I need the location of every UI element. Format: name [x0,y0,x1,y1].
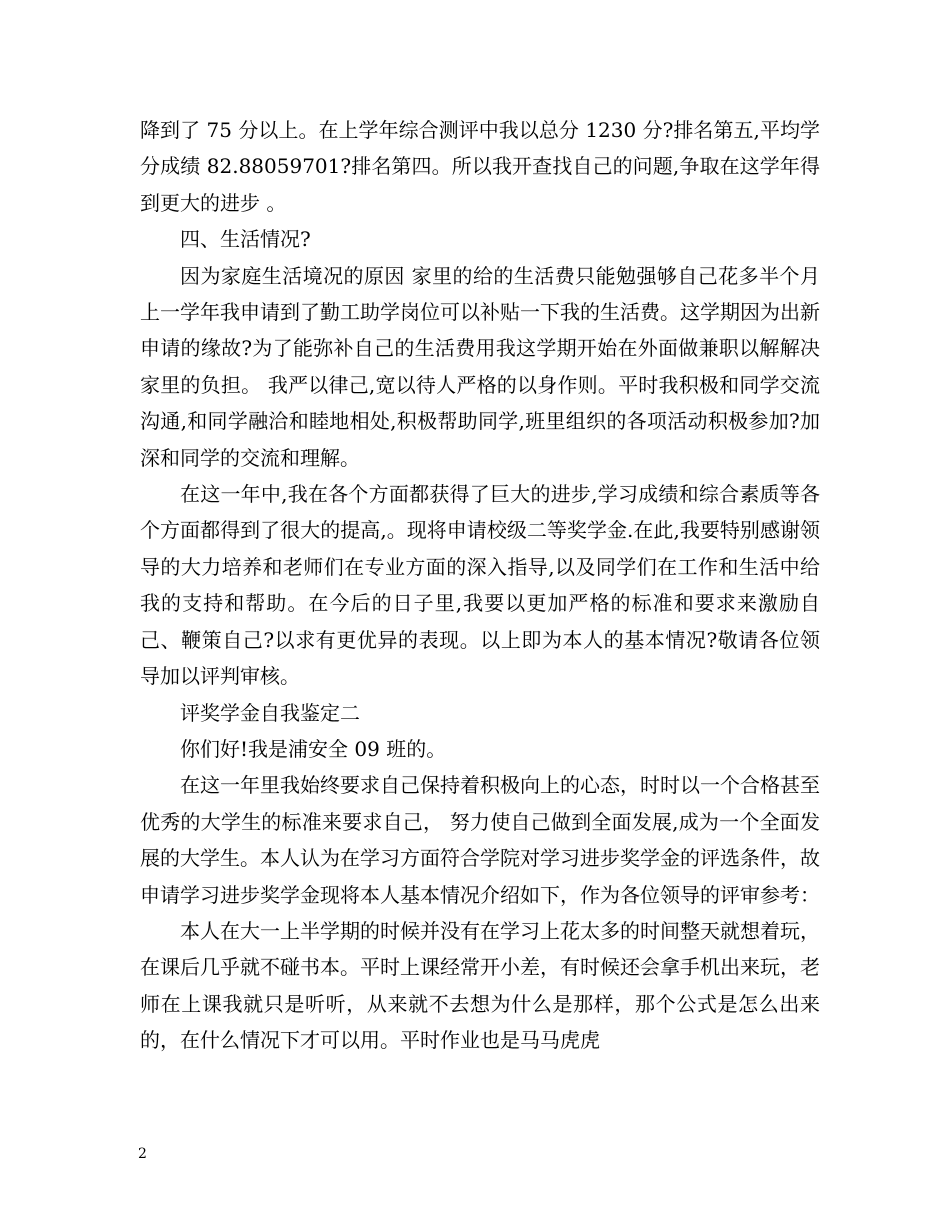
paragraph-5-title: 评奖学金自我鉴定二 [180,700,360,725]
page-number: 2 [138,1146,147,1162]
paragraph-3: 因为家庭生活境况的原因 家里的给的生活费只能勉强够自己花多半个月上一学年我申请到了勤工助学岗位可以补贴一下我的生活费。这学期因为出新申请的缘故?为了能弥补自己的生活费用我这学期开始在外面做兼职以解解决家里的负担。 我严以律己,宽以待人严格的以身作则。平时我积极和同学交流沟通,和同学融洽和睦地相处,积极帮助同学,班里组织的各项活动积极参加?加深和同学的交流和理解。 [140,263,820,470]
paragraph-2-heading: 四、生活情况? [180,227,311,252]
document-body [140,112,820,1059]
paragraph-1: 降到了 75 分以上。在上学年综合测评中我以总分 1230 分?排名第五,平均学分成绩 82.88059701?排名第四。所以我开查找自己的问题,争取在这学年得到更大的进步 。 [140,118,820,215]
paragraph-4: 在这一年中,我在各个方面都获得了巨大的进步,学习成绩和综合素质等各个方面都得到了很大的提高,。现将申请校级二等奖学金.在此,我要特别感谢领导的大力培养和老师们在专业方面的深入指导,以及同学们在工作和生活中给我的支持和帮助。在今后的日子里,我要以更加严格的标准和要求来激励自己、鞭策自己?以求有更优异的表现。以上即为本人的基本情况?敬请各位领导加以评判审核。 [140,482,820,689]
paragraph-7: 在这一年里我始终要求自己保持着积极向上的心态，时时以一个合格甚至优秀的大学生的标准来要求自己， 努力使自己做到全面发展,成为一个全面发展的大学生。本人认为在学习方面符合学院对学习进步奖学金的评选条件，故申请学习进步奖学金现将本人基本情况介绍如下，作为各位领导的评审参考： [140,773,820,907]
paragraph-6: 你们好!我是浦安全 09 班的。 [180,736,447,761]
paragraph-8: 本人在大一上半学期的时候并没有在学习上花太多的时间整天就想着玩，在课后几乎就不碰书本。平时上课经常开小差，有时候还会拿手机出来玩，老师在上课我就只是听听，从来就不去想为什么是那样，那个公式是怎么出来的，在什么情况下才可以用。平时作业也是马马虎虎 [140,918,820,1053]
